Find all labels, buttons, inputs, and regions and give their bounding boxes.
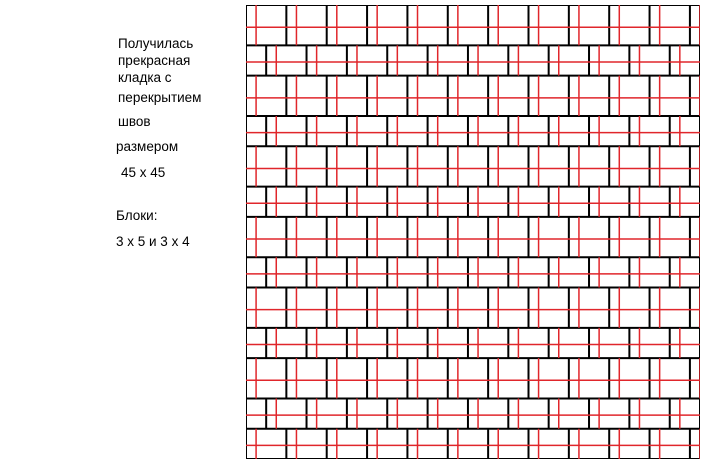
caption-line-4: перекрытием xyxy=(118,90,202,105)
caption-line-5: швов xyxy=(118,114,151,129)
caption-line-6: размером xyxy=(116,139,179,154)
brick-grid-svg xyxy=(246,5,700,459)
caption-blocks-value: 3 x 5 и 3 x 4 xyxy=(116,234,190,249)
caption-size-value: 45 x 45 xyxy=(121,165,166,180)
caption-line-1: Получилась xyxy=(118,36,194,51)
brick-grid-diagram xyxy=(246,5,700,459)
caption-line-3: кладка с xyxy=(118,70,172,85)
caption-line-2: прекрасная xyxy=(118,53,191,68)
caption-blocks-label: Блоки: xyxy=(116,208,158,223)
